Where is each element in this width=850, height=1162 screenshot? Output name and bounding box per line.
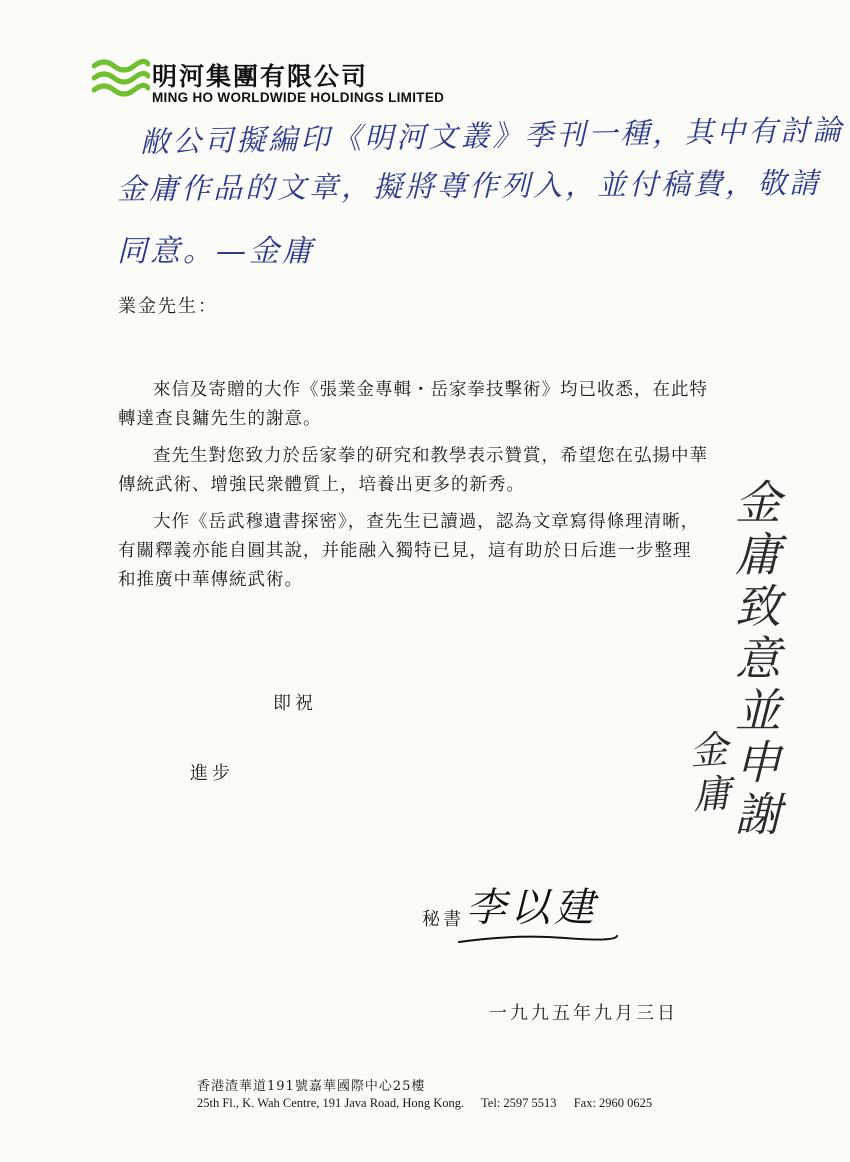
body-paragraph-2: 查先生對您致力於岳家拳的研究和教學表示贊賞，希望您在弘揚中華傳統武術、增強民衆體質上，培養出更多的新秀。 <box>118 446 708 495</box>
company-name-english: MING HO WORLDWIDE HOLDINGS LIMITED <box>152 90 445 105</box>
company-name-chinese: 明河集團有限公司 <box>152 62 369 91</box>
body-paragraph-1: 來信及寄贈的大作《張業金專輯・岳家拳技擊術》均已收悉，在此特轉達查良鏞先生的謝意。 <box>118 380 708 429</box>
handwritten-note-line-1: 敝公司擬編印《明河文叢》季刊一種，其中有討論 <box>140 112 845 159</box>
handwritten-note-line-3: 同意。—金庸 <box>117 234 315 269</box>
footer-address-line: 25th Fl., K. Wah Centre, 191 Java Road, Hong Kong. <box>197 1096 465 1110</box>
footer-fax: Fax: 2960 0625 <box>573 1096 653 1110</box>
letter-body <box>118 376 708 603</box>
signature-flourish <box>455 920 620 950</box>
letter-date: 一九九五年九月三日 <box>489 1003 678 1024</box>
closing-line-2: 進步 <box>190 763 234 784</box>
handwritten-note-line-2: 金庸作品的文章，擬將尊作列入，並付稿費，敬請 <box>117 165 822 206</box>
body-paragraph-3: 大作《岳武穆遺書探密》，查先生已讀過，認為文章寫得條理清晰，有關釋義亦能自圓其說，并能融入獨特已見，這有助於日后進一步整理和推廣中華傳統武術。 <box>118 512 700 590</box>
salutation: 業金先生： <box>118 296 218 317</box>
company-logo <box>92 58 150 98</box>
handwritten-vertical-note: 金庸致意並申謝 <box>728 478 782 842</box>
secretary-label: 秘書 <box>422 909 464 930</box>
footer-address-chinese: 香港渣華道191號嘉華國際中心25樓 <box>197 1079 426 1094</box>
handwritten-vertical-signature: 金庸 <box>681 728 733 820</box>
closing-line-1: 即祝 <box>273 693 317 714</box>
footer-telephone: Tel: 2597 5513 <box>481 1096 557 1110</box>
footer-address-english <box>197 1096 666 1111</box>
secretary-signature: 李以建 <box>466 885 598 931</box>
